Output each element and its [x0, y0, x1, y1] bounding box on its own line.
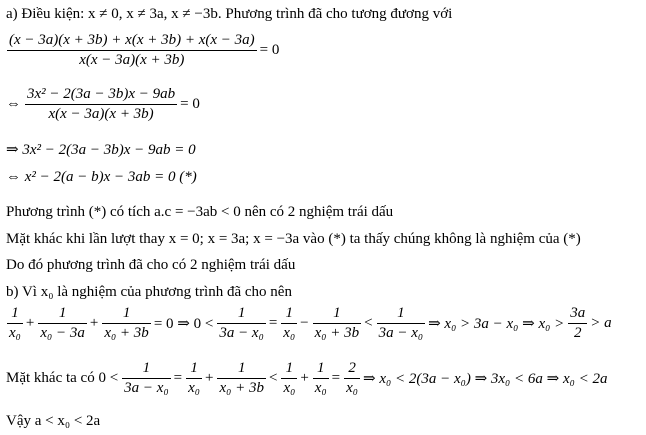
fraction — [7, 32, 257, 69]
fraction — [217, 360, 266, 397]
equals-zero: = 0 — [180, 96, 200, 112]
fraction — [7, 305, 23, 342]
denominator: x₀ + 3b — [314, 325, 360, 341]
fraction — [281, 305, 297, 342]
denominator: x₀ + 3b — [104, 325, 149, 341]
plus-sign: + — [25, 315, 35, 331]
fraction — [102, 305, 151, 342]
equals-sign: = — [331, 370, 341, 386]
numerator: 1 — [102, 305, 151, 324]
plus-sign: + — [205, 370, 214, 386]
numerator: 1 — [313, 360, 329, 379]
denominator: 3a − x₀ — [219, 325, 264, 341]
equals-zero: = 0 — [259, 42, 280, 58]
numerator: 1 — [217, 360, 266, 379]
fraction — [217, 305, 266, 342]
fraction — [25, 86, 177, 123]
numerator: 3x² − 2(3a − 3b)x − 9ab — [25, 86, 177, 105]
fraction — [281, 360, 297, 397]
denominator: x(x − 3a)(x + 3b) — [79, 52, 185, 68]
numerator: (x − 3a)(x + 3b) + x(x + 3b) + x(x − 3a) — [7, 32, 257, 51]
equals-zero-implies: = 0 ⇒ 0 < — [153, 316, 214, 332]
greater-than-a: > a — [590, 315, 612, 331]
numerator: 1 — [281, 360, 297, 379]
denominator: x₀ − 3a — [40, 325, 85, 341]
plus-sign: + — [300, 370, 309, 386]
numerator: 1 — [122, 360, 171, 379]
equation-2 — [6, 86, 203, 123]
less-than: < — [364, 315, 373, 331]
final-conclusion: Vậy a < x₀ < 2a — [6, 413, 101, 429]
part-b-intro: b) Vì x₀ là nghiệm của phương trình đã cho nên — [6, 284, 292, 300]
fraction — [313, 305, 362, 342]
denominator: x(x − 3a)(x + 3b) — [48, 106, 154, 122]
fraction — [377, 305, 426, 342]
numerator: 3a — [568, 305, 587, 324]
implication-chain: ⇒ x₀ > 3a − x₀ ⇒ x₀ > — [428, 316, 565, 332]
numerator: 2 — [344, 360, 360, 379]
equation-3: ⇒ 3x² − 2(3a − 3b)x − 9ab = 0 — [6, 142, 196, 158]
denominator: x₀ — [314, 380, 327, 396]
fraction — [122, 360, 171, 397]
equals-sign: = — [268, 315, 278, 331]
equation-5 — [6, 305, 615, 342]
text-conclusion-a: Do đó phương trình đã cho có 2 nghiệm trái dấu — [6, 257, 296, 273]
denominator: 3a − x₀ — [124, 380, 169, 396]
fraction — [186, 360, 202, 397]
equation-4: ⇔ x² − 2(a − b)x − 3ab = 0 (*) — [6, 169, 197, 185]
fraction — [38, 305, 87, 342]
denominator: x₀ — [283, 380, 296, 396]
numerator: 1 — [281, 305, 297, 324]
implication-chain: ⇒ x₀ < 2(3a − x₀) ⇒ 3x₀ < 6a ⇒ x₀ < 2a — [363, 371, 608, 387]
fraction — [568, 305, 587, 342]
equals-sign: = — [173, 370, 183, 386]
denominator: 3a − x₀ — [378, 325, 424, 341]
denominator: 2 — [573, 325, 582, 341]
text-product-sign: Phương trình (*) có tích a.c = −3ab < 0 nên có 2 nghiệm trái dấu — [6, 204, 394, 220]
numerator: 1 — [7, 305, 23, 324]
plus-sign: + — [89, 315, 99, 331]
numerator: 1 — [217, 305, 266, 324]
numerator: 1 — [313, 305, 362, 324]
text-substitution: Mặt khác khi lần lượt thay x = 0; x = 3a; x = −3a vào (*) ta thấy chúng không là nghiệm của (*) — [6, 231, 581, 247]
equation-1 — [6, 32, 282, 69]
equation-6 — [6, 360, 610, 397]
lead-text: Mặt khác ta có 0 < — [6, 370, 119, 386]
equivalent-symbol: ⇔ — [6, 96, 21, 112]
numerator: 1 — [38, 305, 87, 324]
less-than: < — [268, 370, 278, 386]
denominator: x₀ — [9, 325, 21, 341]
denominator: x₀ — [346, 380, 359, 396]
denominator: x₀ — [283, 325, 296, 341]
fraction — [313, 360, 329, 397]
fraction — [344, 360, 360, 397]
part-a-condition: a) Điều kiện: x ≠ 0, x ≠ 3a, x ≠ −3b. Phương trình đã cho tương đương với — [6, 6, 453, 22]
numerator: 1 — [377, 305, 426, 324]
numerator: 1 — [186, 360, 202, 379]
denominator: x₀ — [188, 380, 201, 396]
denominator: x₀ + 3b — [219, 380, 264, 396]
minus-sign: − — [300, 315, 309, 331]
